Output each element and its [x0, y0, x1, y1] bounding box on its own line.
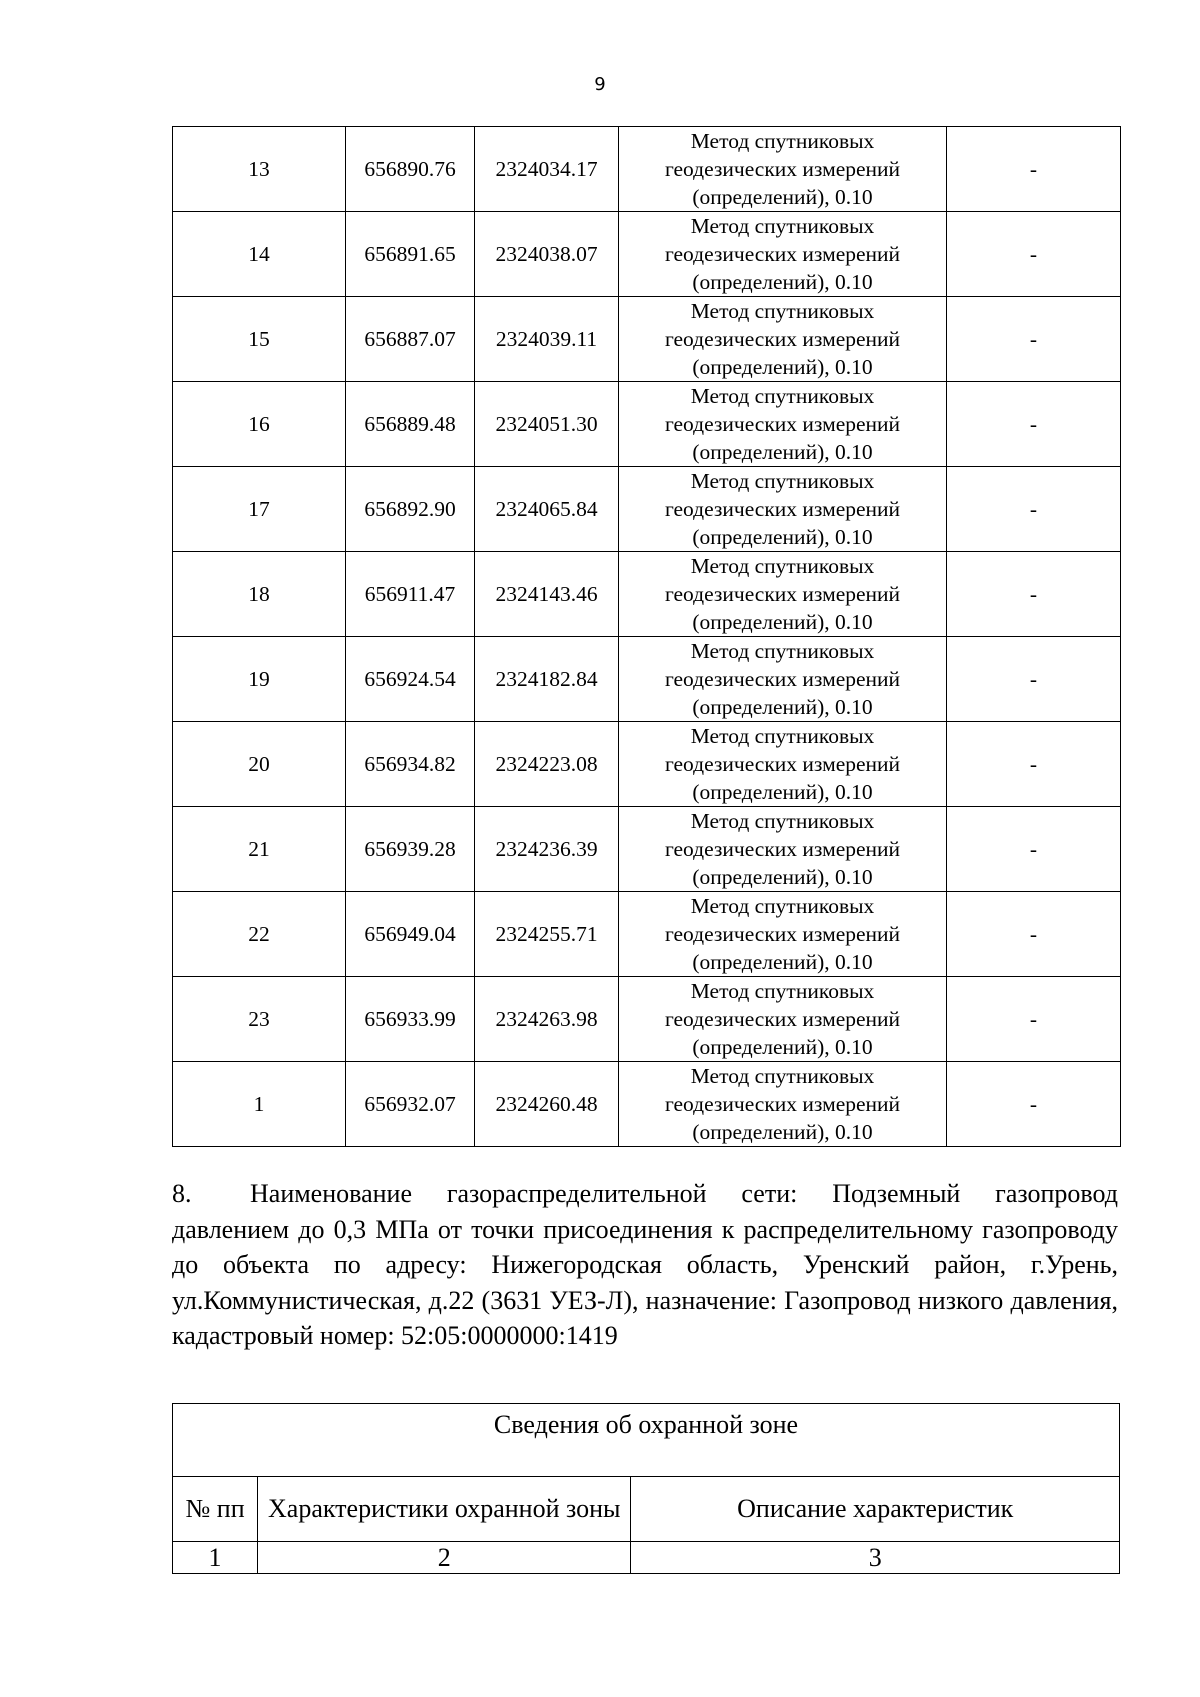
y-coordinate-cell: 2324143.46: [475, 552, 619, 637]
table-row: [173, 722, 1121, 807]
method-cell: [619, 127, 947, 212]
method-cell: [619, 977, 947, 1062]
x-coordinate-cell: 656887.07: [346, 297, 475, 382]
point-number-cell: 14: [173, 212, 346, 297]
method-line-3: (определений), 0.10: [692, 355, 873, 379]
note-cell: -: [947, 382, 1121, 467]
x-coordinate-cell: 656889.48: [346, 382, 475, 467]
y-coordinate-cell: 2324223.08: [475, 722, 619, 807]
note-cell: -: [947, 552, 1121, 637]
section-8-paragraph: [172, 1176, 1118, 1354]
note-cell: -: [947, 297, 1121, 382]
method-line-1: Метод спутниковых: [690, 554, 875, 578]
method-cell: [619, 637, 947, 722]
table-row: [173, 977, 1121, 1062]
table-row: [173, 552, 1121, 637]
point-number-cell: 18: [173, 552, 346, 637]
method-line-1: Метод спутниковых: [690, 469, 875, 493]
x-coordinate-cell: 656924.54: [346, 637, 475, 722]
method-line-2: геодезических измерений: [664, 582, 901, 606]
x-coordinate-cell: 656939.28: [346, 807, 475, 892]
method-line-1: Метод спутниковых: [690, 894, 875, 918]
x-coordinate-cell: 656934.82: [346, 722, 475, 807]
table-title: Сведения об охранной зоне: [173, 1404, 1120, 1477]
column-number-3: 3: [631, 1542, 1120, 1574]
method-line-3: (определений), 0.10: [692, 780, 873, 804]
method-line-1: Метод спутниковых: [690, 129, 875, 153]
point-number-cell: 22: [173, 892, 346, 977]
method-line-1: Метод спутниковых: [690, 1064, 875, 1088]
method-line-3: (определений), 0.10: [692, 1035, 873, 1059]
page-number: 9: [594, 74, 606, 95]
method-line-1: Метод спутниковых: [690, 724, 875, 748]
note-cell: -: [947, 807, 1121, 892]
point-number-cell: 16: [173, 382, 346, 467]
method-line-2: геодезических измерений: [664, 242, 901, 266]
point-number-cell: 17: [173, 467, 346, 552]
section-text: Наименование газораспределительной сети: Подземный газопровод давлением до 0,3 МПа от точки присоединения к распределительному газопроводу до объекта по адресу: Нижегородская область, Уренский район, г.Урень, ул.Коммунистическая, д.22 (3631 УЕЗ-Л), назначение: Газопровод низкого давления, кадастровый номер: 52:05:0000000:1419: [172, 1179, 1118, 1350]
method-line-2: геодезических измерений: [664, 157, 901, 181]
x-coordinate-cell: 656911.47: [346, 552, 475, 637]
table-row: [173, 127, 1121, 212]
method-line-2: геодезических измерений: [664, 412, 901, 436]
method-line-3: (определений), 0.10: [692, 1120, 873, 1144]
method-cell: [619, 382, 947, 467]
method-line-2: геодезических измерений: [664, 497, 901, 521]
note-cell: -: [947, 1062, 1121, 1147]
column-numbers-row: [173, 1542, 1120, 1574]
method-line-2: геодезических измерений: [664, 1092, 901, 1116]
point-number-cell: 23: [173, 977, 346, 1062]
table-row: [173, 637, 1121, 722]
y-coordinate-cell: 2324051.30: [475, 382, 619, 467]
method-cell: [619, 892, 947, 977]
y-coordinate-cell: 2324038.07: [475, 212, 619, 297]
x-coordinate-cell: 656890.76: [346, 127, 475, 212]
method-line-2: геодезических измерений: [664, 837, 901, 861]
table-row: [173, 807, 1121, 892]
method-cell: [619, 297, 947, 382]
point-number-cell: 13: [173, 127, 346, 212]
header-characteristics: Характеристики охранной зоны: [258, 1477, 631, 1542]
y-coordinate-cell: 2324260.48: [475, 1062, 619, 1147]
y-coordinate-cell: 2324236.39: [475, 807, 619, 892]
method-cell: [619, 552, 947, 637]
method-cell: [619, 722, 947, 807]
coordinates-table: [172, 126, 1121, 1147]
note-cell: -: [947, 467, 1121, 552]
table-row: [173, 892, 1121, 977]
method-line-3: (определений), 0.10: [692, 610, 873, 634]
note-cell: -: [947, 892, 1121, 977]
x-coordinate-cell: 656933.99: [346, 977, 475, 1062]
method-line-2: геодезических измерений: [664, 752, 901, 776]
x-coordinate-cell: 656932.07: [346, 1062, 475, 1147]
y-coordinate-cell: 2324039.11: [475, 297, 619, 382]
method-line-3: (определений), 0.10: [692, 695, 873, 719]
method-line-3: (определений), 0.10: [692, 185, 873, 209]
x-coordinate-cell: 656891.65: [346, 212, 475, 297]
method-line-1: Метод спутниковых: [690, 809, 875, 833]
method-line-2: геодезических измерений: [664, 922, 901, 946]
method-cell: [619, 807, 947, 892]
point-number-cell: 15: [173, 297, 346, 382]
y-coordinate-cell: 2324065.84: [475, 467, 619, 552]
method-line-1: Метод спутниковых: [690, 214, 875, 238]
table-header-row: [173, 1477, 1120, 1542]
table-row: [173, 467, 1121, 552]
section-number: 8.: [172, 1179, 192, 1208]
point-number-cell: 1: [173, 1062, 346, 1147]
y-coordinate-cell: 2324263.98: [475, 977, 619, 1062]
method-line-1: Метод спутниковых: [690, 384, 875, 408]
table-title-row: [173, 1404, 1120, 1477]
y-coordinate-cell: 2324182.84: [475, 637, 619, 722]
method-line-3: (определений), 0.10: [692, 950, 873, 974]
method-line-2: геодезических измерений: [664, 327, 901, 351]
note-cell: -: [947, 212, 1121, 297]
x-coordinate-cell: 656949.04: [346, 892, 475, 977]
x-coordinate-cell: 656892.90: [346, 467, 475, 552]
method-line-3: (определений), 0.10: [692, 865, 873, 889]
point-number-cell: 21: [173, 807, 346, 892]
column-number-1: 1: [173, 1542, 258, 1574]
method-line-3: (определений), 0.10: [692, 440, 873, 464]
header-number: № пп: [173, 1477, 258, 1542]
table-row: [173, 382, 1121, 467]
method-cell: [619, 212, 947, 297]
method-line-2: геодезических измерений: [664, 667, 901, 691]
point-number-cell: 20: [173, 722, 346, 807]
method-cell: [619, 467, 947, 552]
table-row: [173, 212, 1121, 297]
method-line-2: геодезических измерений: [664, 1007, 901, 1031]
method-cell: [619, 1062, 947, 1147]
method-line-1: Метод спутниковых: [690, 639, 875, 663]
protection-zone-table: [172, 1403, 1120, 1574]
header-description: Описание характеристик: [631, 1477, 1120, 1542]
table-row: [173, 1062, 1121, 1147]
note-cell: -: [947, 977, 1121, 1062]
y-coordinate-cell: 2324255.71: [475, 892, 619, 977]
coordinates-table-body: [173, 127, 1121, 1147]
column-number-2: 2: [258, 1542, 631, 1574]
note-cell: -: [947, 637, 1121, 722]
y-coordinate-cell: 2324034.17: [475, 127, 619, 212]
method-line-1: Метод спутниковых: [690, 299, 875, 323]
method-line-3: (определений), 0.10: [692, 525, 873, 549]
note-cell: -: [947, 127, 1121, 212]
method-line-3: (определений), 0.10: [692, 270, 873, 294]
note-cell: -: [947, 722, 1121, 807]
method-line-1: Метод спутниковых: [690, 979, 875, 1003]
point-number-cell: 19: [173, 637, 346, 722]
table-row: [173, 297, 1121, 382]
